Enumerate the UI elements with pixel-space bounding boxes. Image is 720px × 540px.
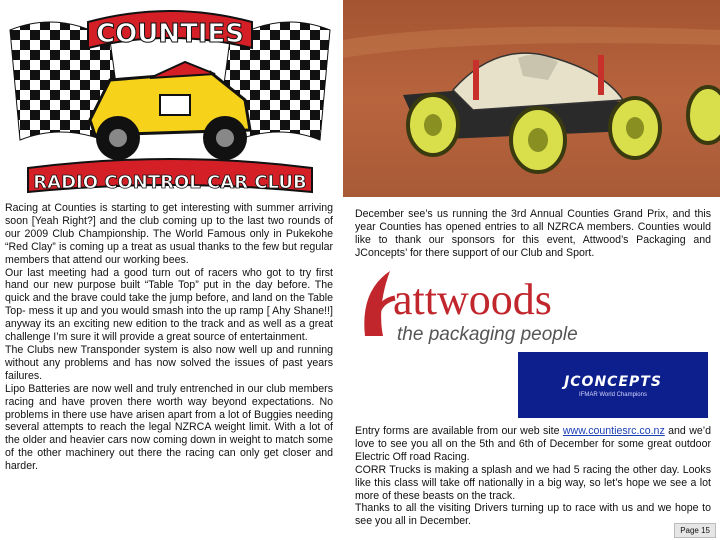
- left-article-column: [5, 202, 333, 473]
- jconcepts-name: JCONCEPTS: [564, 374, 662, 390]
- article-paragraph: Our last meeting had a good turn out of racers who got to try first hand our new purpose built “Table Top” put in the day before. The quick and the brave could take the jump before, and land on the Table Top- mess it up and you would smash into the up ramp [ Ahy Shane!!] anyway its an exciting new edition to the track and as well as a great challenge I’m sure it will provide a great source of entertainment.: [5, 266, 333, 344]
- jconcepts-sponsor-logo: [518, 352, 708, 418]
- club-logo: [0, 0, 340, 200]
- article-paragraph: Lipo Batteries are now well and truly entrenched in our club members racing and have proven there worth way beyond expectations. No problems in there use have arisen apart from a lot of Buggies needing several attempts to reach the legal NZRCA weight limit. With a lot of the older and heavier cars now coming down in weight to match some of the other machinery out there the racing can only get closer and harder.: [5, 382, 333, 473]
- attwoods-name: attwoods: [393, 275, 552, 324]
- article-paragraph: Racing at Counties is starting to get interesting with summer arriving soon [Yeah Right?] and the club coming up to the last two rounds of our 2009 Club Championship. The World Famous only in Pukekohe “Red Clay” is coming up a treat as usual thanks to the few but regular members that attend our working bees.: [5, 202, 333, 266]
- article-paragraph: CORR Trucks is making a splash and we had 5 racing the other day. Looks like this class will take off nationally in a big way, so let’s hope we see a lot more of these beasts on the track.: [355, 463, 711, 502]
- logo-title-bottom: RADIO CONTROL CAR CLUB: [33, 172, 307, 193]
- paragraph-text: Entry forms are available from our web site: [355, 425, 563, 437]
- article-paragraph: [355, 425, 711, 464]
- attwoods-tagline: the packaging people: [397, 324, 578, 345]
- right-article-intro: [355, 208, 711, 260]
- page-number: Page 15: [674, 523, 716, 538]
- attwoods-sponsor-logo: [355, 266, 600, 348]
- right-article-details: [355, 425, 711, 528]
- jconcepts-tagline: IFMAR World Champions: [579, 392, 647, 398]
- paragraph-text: and we’d love to see you all on the 5th and 6th of December for some great outdoor Electric Off road Racing.: [355, 425, 711, 463]
- logo-title-top: COUNTIES: [96, 19, 244, 49]
- article-paragraph: The Clubs new Transponder system is also now well up and running without any problems and has now solved the issues of past years failures.: [5, 343, 333, 382]
- club-website-link[interactable]: www.countiesrc.co.nz: [562, 425, 665, 437]
- article-paragraph: December see’s us running the 3rd Annual Counties Grand Prix, and this year Counties has opened entries to all NZRCA members. Counties would like to thank our sponsors for this event, Attwood’s Packaging and JConcepts’ for there support of our Club and Sport.: [355, 208, 711, 259]
- rc-buggy-photo: [343, 0, 720, 197]
- article-paragraph: Thanks to all the visiting Drivers turning up to race with us and we hope to see you all in December.: [355, 502, 711, 528]
